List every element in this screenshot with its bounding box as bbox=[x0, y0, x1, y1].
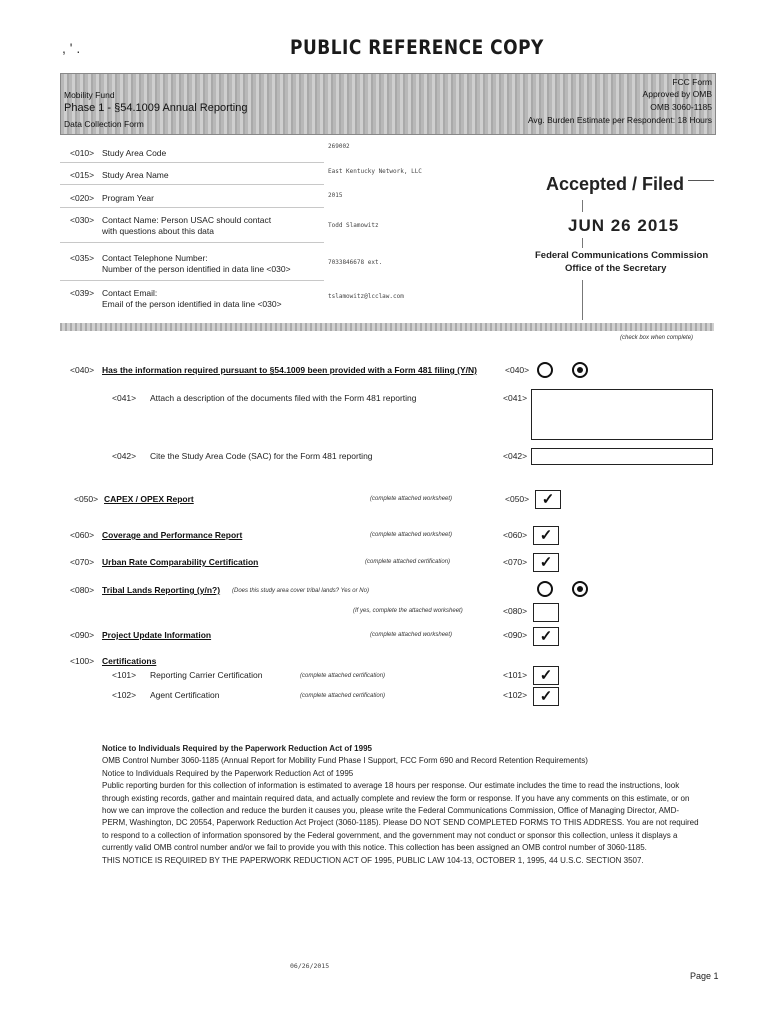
q040-code: <040> bbox=[70, 365, 95, 375]
q101-label: Reporting Carrier Certification bbox=[150, 670, 263, 680]
row-035-code: <035> bbox=[70, 253, 95, 263]
row-035-sub: Number of the person identified in data line <030> bbox=[102, 264, 291, 274]
row-divider bbox=[60, 184, 324, 185]
stamp-date: JUN 26 2015 bbox=[568, 216, 680, 235]
q080-code-right: <080> bbox=[503, 606, 528, 616]
stamp-vertical-line bbox=[582, 238, 583, 248]
q050-checkbox[interactable]: ✓ bbox=[535, 490, 561, 509]
notice-title: Notice to Individuals Required by the Paperwork Reduction Act of 1995 bbox=[102, 744, 372, 753]
q040-radio-no[interactable] bbox=[572, 362, 588, 378]
row-divider bbox=[60, 242, 324, 243]
row-020-label: Program Year bbox=[102, 193, 154, 203]
q070-code-right: <070> bbox=[503, 557, 528, 567]
q041-code-right: <041> bbox=[503, 393, 528, 403]
notice-line: THIS NOTICE IS REQUIRED BY THE PAPERWORK REDUCTION ACT OF 1995, PUBLIC LAW 104-13, OCTOBER 1, 1995, 44 U.S.C. SECTION 3507. bbox=[102, 855, 644, 865]
header-phase-label: Phase 1 - §54.1009 Annual Reporting bbox=[64, 102, 248, 114]
q100-code: <100> bbox=[70, 656, 95, 666]
q060-label: Coverage and Performance Report bbox=[102, 530, 243, 540]
header-fund-label: Mobility Fund bbox=[64, 90, 115, 100]
notice-line: Public reporting burden for this collection of information is estimated to average 18 hours per response. Our estimate includes the time to read the instructions, look through existing records, gather and maintain required data, and actually complete and review the form or response. If you have any comments on this estimate, or on how we can improve the collection and reduce the burden it causes you, please write the Federal Communications Commission, Office of Managing Director, AMD-PERM, Washington, DC 20554, Paperwork Reduction Act Project (3060-1185). Please DO NOT SEND COMPLETED FORMS TO THIS ADDRESS. You are not required to respond to a collection of information sponsored by the Federal government, and the government may not conduct or sponsor this collection, unless it displays a currently valid OMB control number and/or we fail to provide you with this notice. This collection has been assigned an OMB control number of 3060-1185. bbox=[102, 781, 699, 853]
row-039-sub: Email of the person identified in data line <030> bbox=[102, 299, 282, 309]
form481-sac-input[interactable] bbox=[531, 448, 713, 465]
contact-email-value[interactable]: tslamowitz@lcclaw.com bbox=[328, 293, 404, 300]
q040-code-right: <040> bbox=[505, 365, 530, 375]
row-015-label: Study Area Name bbox=[102, 170, 169, 180]
q100-label: Certifications bbox=[102, 656, 157, 666]
q042-code: <042> bbox=[112, 451, 137, 461]
row-divider bbox=[60, 280, 324, 281]
q090-code: <090> bbox=[70, 630, 95, 640]
row-020-code: <020> bbox=[70, 193, 95, 203]
q070-note: (complete attached certification) bbox=[365, 559, 451, 565]
q050-note: (complete attached worksheet) bbox=[370, 496, 453, 502]
q042-code-right: <042> bbox=[503, 451, 528, 461]
q080-radio-yes[interactable] bbox=[537, 581, 553, 597]
q090-note: (complete attached worksheet) bbox=[370, 632, 453, 638]
q080-sub-note: (If yes, complete the attached worksheet) bbox=[353, 608, 463, 614]
stamp-line bbox=[688, 180, 714, 181]
q101-checkbox[interactable]: ✓ bbox=[533, 666, 559, 685]
check-box-note: (check box when complete) bbox=[620, 335, 694, 341]
q080-checkbox[interactable] bbox=[533, 603, 559, 622]
header-omb-number: OMB 3060-1185 bbox=[650, 102, 712, 112]
q041-code: <041> bbox=[112, 393, 137, 403]
stamp-vertical-line bbox=[582, 280, 583, 320]
row-039-label: Contact Email: bbox=[102, 288, 158, 298]
q090-code-right: <090> bbox=[503, 630, 528, 640]
row-010-code: <010> bbox=[70, 148, 95, 158]
notice-line: Notice to Individuals Required by the Paperwork Reduction Act of 1995 bbox=[102, 768, 354, 778]
row-035-label: Contact Telephone Number: bbox=[102, 253, 208, 263]
row-039-code: <039> bbox=[70, 288, 95, 298]
form481-description-box[interactable] bbox=[531, 389, 713, 440]
q060-checkbox[interactable]: ✓ bbox=[533, 526, 559, 545]
public-reference-stamp: PUBLIC REFERENCE COPY bbox=[290, 36, 544, 60]
accepted-filed-stamp: Accepted / Filed bbox=[546, 174, 685, 194]
row-030-label: Contact Name: Person USAC should contact bbox=[102, 215, 272, 225]
q080-label: Tribal Lands Reporting (y/n?) bbox=[102, 585, 221, 595]
q050-code: <050> bbox=[74, 494, 99, 504]
q080-note: (Does this study area cover tribal lands? Yes or No) bbox=[232, 588, 369, 594]
scan-marks: , ' . bbox=[62, 40, 81, 56]
q102-code-right: <102> bbox=[503, 690, 528, 700]
q090-label: Project Update Information bbox=[102, 630, 212, 640]
q040-label: Has the information required pursuant to §54.1009 been provided with a Form 481 filing (Y/N) bbox=[102, 365, 478, 375]
paperwork-notice bbox=[102, 743, 702, 867]
header-approved: Approved by OMB bbox=[642, 89, 712, 99]
footer-date: 06/26/2015 bbox=[290, 962, 330, 970]
page-number: Page 1 bbox=[690, 971, 719, 981]
row-015-code: <015> bbox=[70, 170, 95, 180]
q101-code-right: <101> bbox=[503, 670, 528, 680]
q080-radio-no[interactable] bbox=[572, 581, 588, 597]
study-area-name-value[interactable]: East Kentucky Network, LLC bbox=[328, 168, 422, 175]
row-divider bbox=[60, 207, 324, 208]
header-burden: Avg. Burden Estimate per Respondent: 18 Hours bbox=[527, 115, 712, 125]
row-030-code: <030> bbox=[70, 215, 95, 225]
q042-label: Cite the Study Area Code (SAC) for the Form 481 reporting bbox=[150, 451, 373, 461]
q070-label: Urban Rate Comparability Certification bbox=[102, 557, 259, 567]
program-year-value[interactable]: 2015 bbox=[328, 192, 343, 199]
q070-checkbox[interactable]: ✓ bbox=[533, 553, 559, 572]
contact-name-value[interactable]: Todd Slamowitz bbox=[328, 222, 379, 229]
q050-label: CAPEX / OPEX Report bbox=[104, 494, 194, 504]
stamp-office: Office of the Secretary bbox=[565, 263, 667, 274]
q080-code: <080> bbox=[70, 585, 95, 595]
q102-label: Agent Certification bbox=[150, 690, 220, 700]
row-divider bbox=[60, 162, 324, 163]
q070-code: <070> bbox=[70, 557, 95, 567]
q060-note: (complete attached worksheet) bbox=[370, 532, 453, 538]
q090-checkbox[interactable]: ✓ bbox=[533, 627, 559, 646]
q101-code: <101> bbox=[112, 670, 137, 680]
q041-label: Attach a description of the documents filed with the Form 481 reporting bbox=[150, 393, 417, 403]
q102-checkbox[interactable]: ✓ bbox=[533, 687, 559, 706]
notice-line: OMB Control Number 3060-1185 (Annual Report for Mobility Fund Phase I Support, FCC Form 690 and Record Retention Requirements) bbox=[102, 756, 588, 766]
q050-code-right: <050> bbox=[505, 494, 530, 504]
section-divider-band bbox=[60, 323, 714, 331]
stamp-agency: Federal Communications Commission bbox=[535, 250, 709, 261]
stamp-vertical-line bbox=[582, 200, 583, 212]
q101-note: (complete attached certification) bbox=[300, 673, 386, 679]
q060-code-right: <060> bbox=[503, 530, 528, 540]
q040-radio-yes[interactable] bbox=[537, 362, 553, 378]
header-form-label: Data Collection Form bbox=[64, 119, 144, 129]
q102-note: (complete attached certification) bbox=[300, 693, 386, 699]
contact-phone-value[interactable]: 7033846678 ext. bbox=[328, 259, 383, 266]
row-010-label: Study Area Code bbox=[102, 148, 167, 158]
row-030-sub: with questions about this data bbox=[102, 226, 214, 236]
header-fcc-form: FCC Form bbox=[672, 77, 712, 87]
q060-code: <060> bbox=[70, 530, 95, 540]
q102-code: <102> bbox=[112, 690, 137, 700]
study-area-code-value[interactable]: 269002 bbox=[328, 143, 350, 150]
